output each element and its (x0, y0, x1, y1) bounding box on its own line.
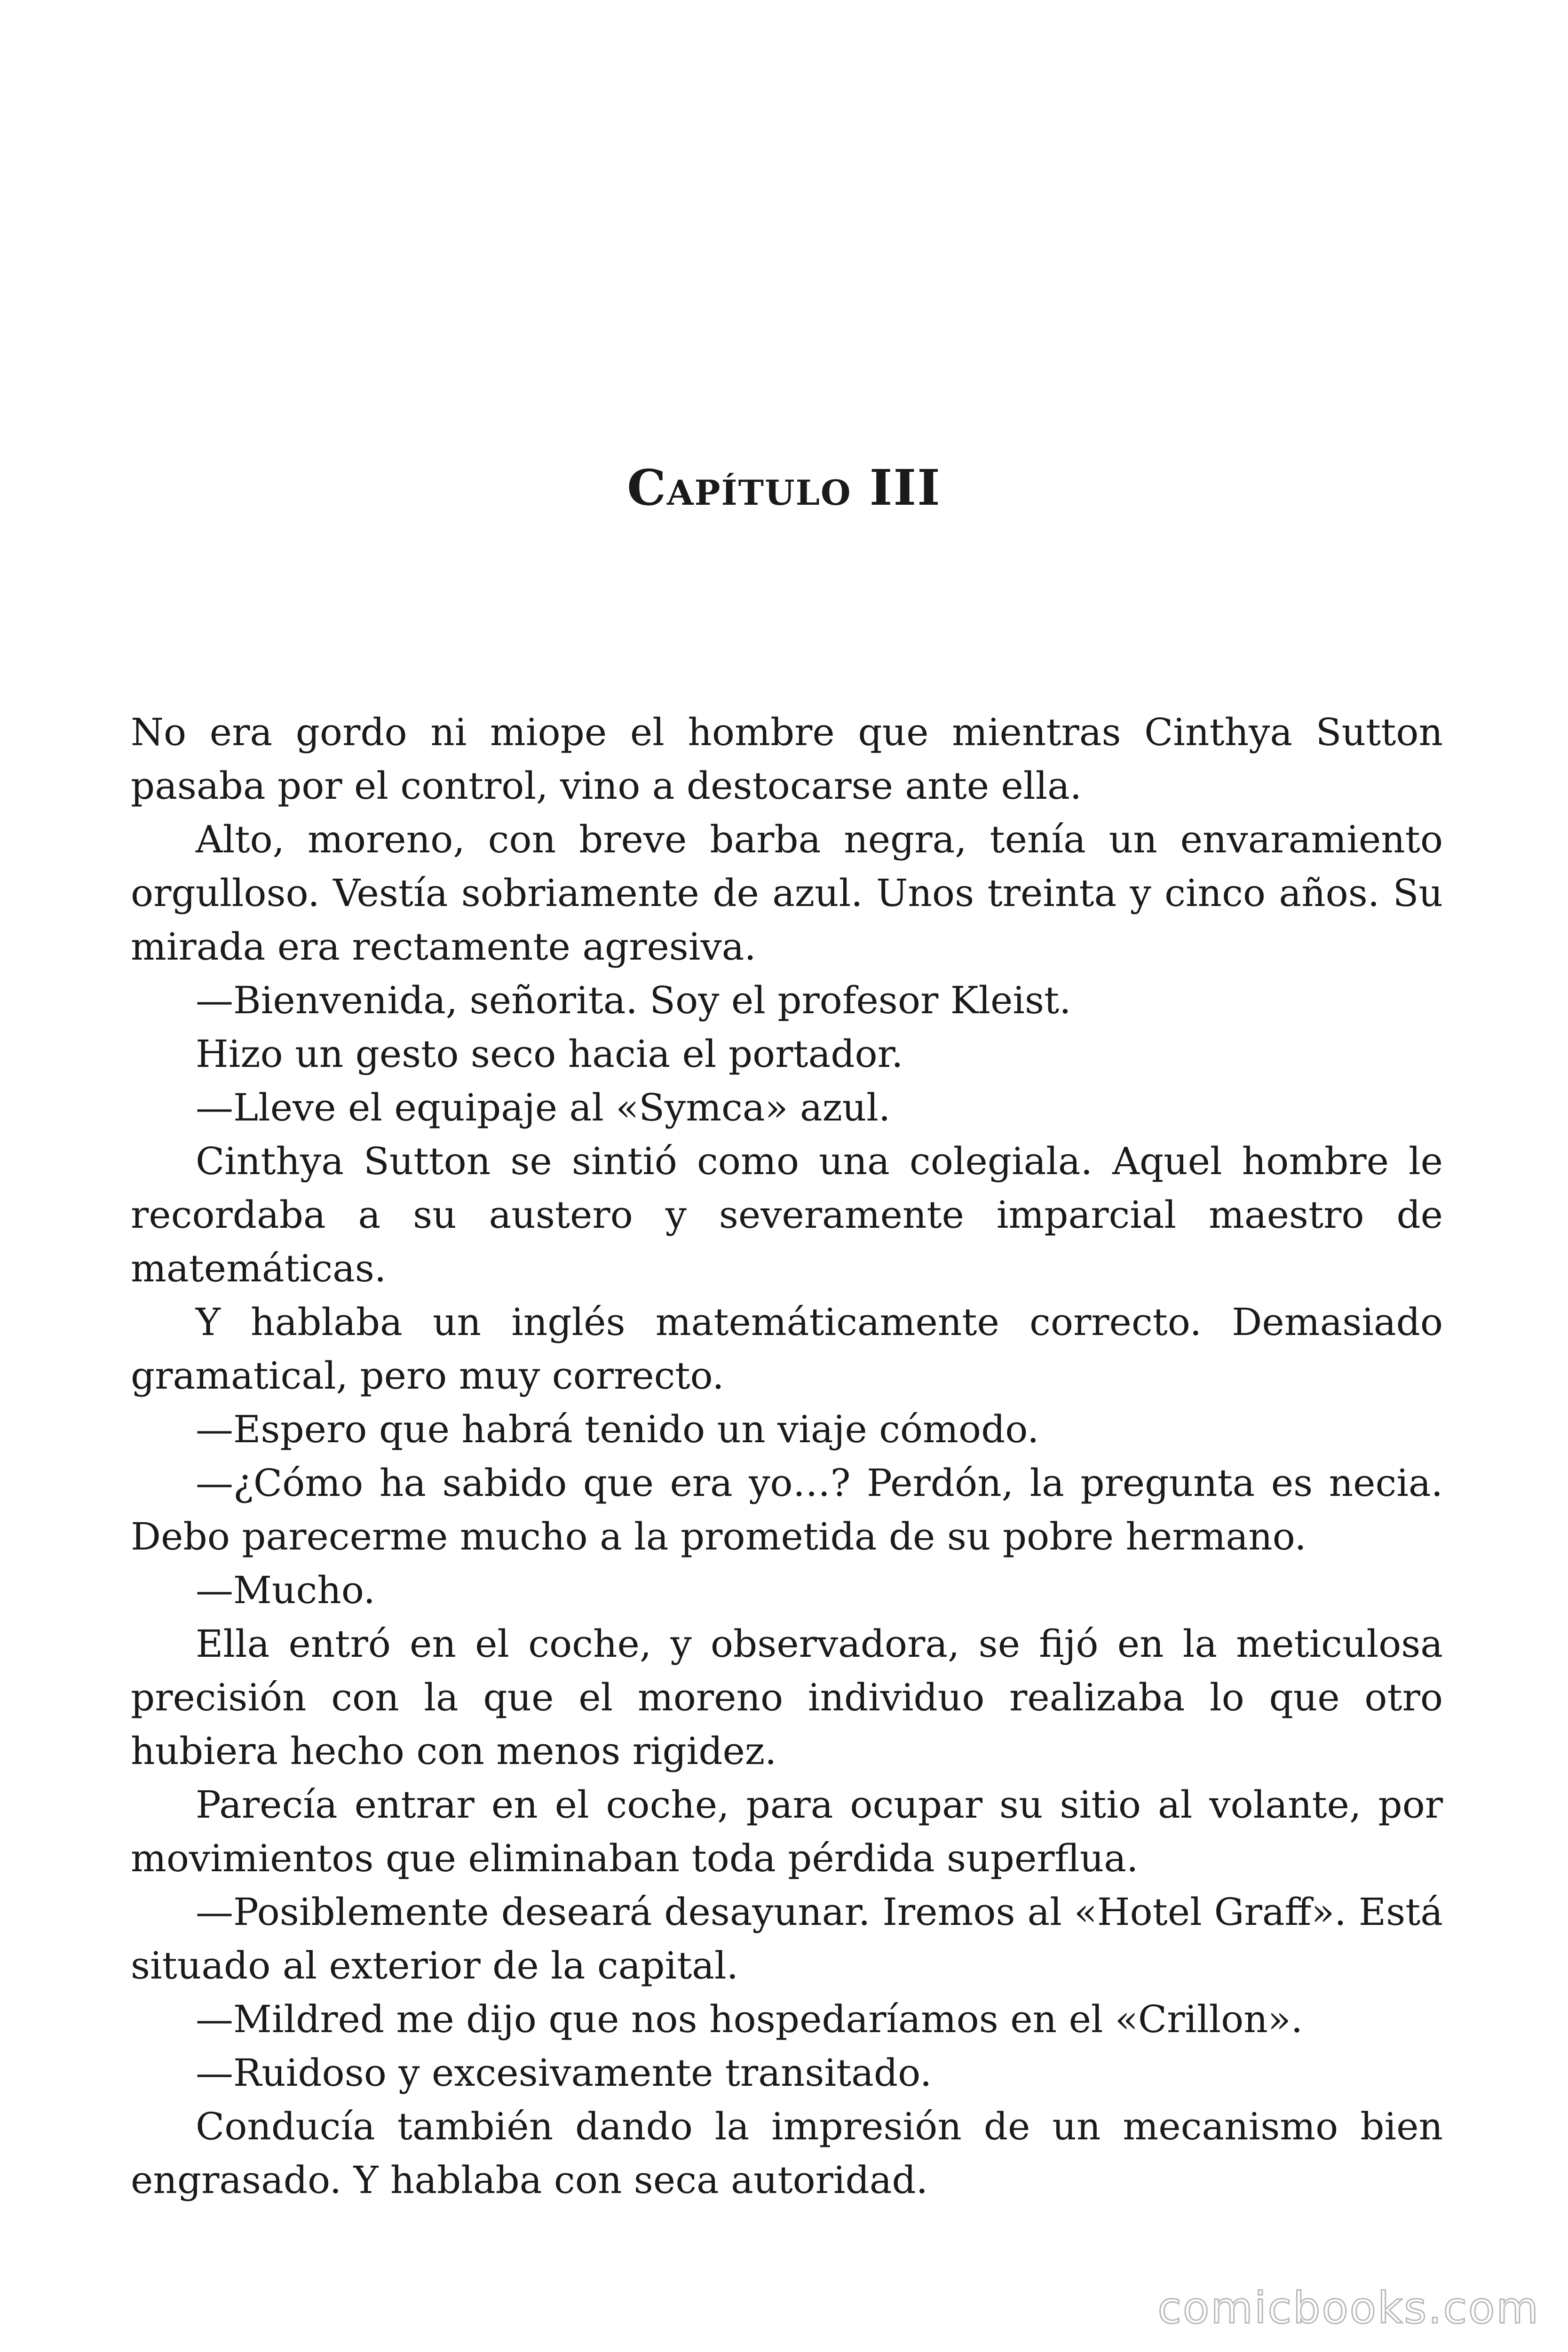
paragraph: Cinthya Sutton se sintió como una colegiala. Aquel hombre le recordaba a su austero y severamente imparcial maestro de matemáticas. (131, 1139, 1443, 1290)
chapter-body (131, 706, 1443, 2207)
paragraph: Y hablaba un inglés matemáticamente correcto. Demasiado gramatical, pero muy correcto. (131, 1300, 1443, 1398)
chapter-title: Capítulo III (627, 459, 941, 516)
paragraph: Conducía también dando la impresión de un mecanismo bien engrasado. Y hablaba con seca autoridad. (131, 2105, 1443, 2202)
paragraph: Ella entró en el coche, y observadora, se fijó en la meticulosa precisión con la que el moreno individuo realizaba lo que otro hubiera hecho con menos rigidez. (131, 1622, 1443, 1773)
paragraph: —Espero que habrá tenido un viaje cómodo. (196, 1407, 1039, 1451)
paragraph: No era gordo ni miope el hombre que mientras Cinthya Sutton pasaba por el control, vino a destocarse ante ella. (131, 710, 1443, 808)
watermark: comicbooks.com (1157, 2283, 1540, 2333)
paragraph: Hizo un gesto seco hacia el portador. (196, 1032, 903, 1076)
paragraph: —Mildred me dijo que nos hospedaríamos en el «Crillon». (196, 1997, 1303, 2041)
paragraph: Alto, moreno, con breve barba negra, tenía un envaramiento orgulloso. Vestía sobriamente de azul. Unos treinta y cinco años. Su mirada era rectamente agresiva. (131, 818, 1443, 969)
paragraph: —Bienvenida, señorita. Soy el profesor Kleist. (196, 978, 1071, 1022)
paragraph: —Posiblemente deseará desayunar. Iremos al «Hotel Graff». Está situado al exterior de la capital. (131, 1890, 1443, 1987)
paragraph: —Lleve el equipaje al «Symca» azul. (196, 1086, 891, 1129)
paragraph: —Ruidoso y excesivamente transitado. (196, 2051, 932, 2095)
paragraph: —Mucho. (196, 1568, 375, 1612)
paragraph: —¿Cómo ha sabido que era yo…? Perdón, la pregunta es necia. Debo parecerme mucho a la prometida de su pobre hermano. (131, 1461, 1443, 1558)
paragraph: Parecía entrar en el coche, para ocupar su sitio al volante, por movimientos que eliminaban toda pérdida superflua. (131, 1783, 1443, 1880)
